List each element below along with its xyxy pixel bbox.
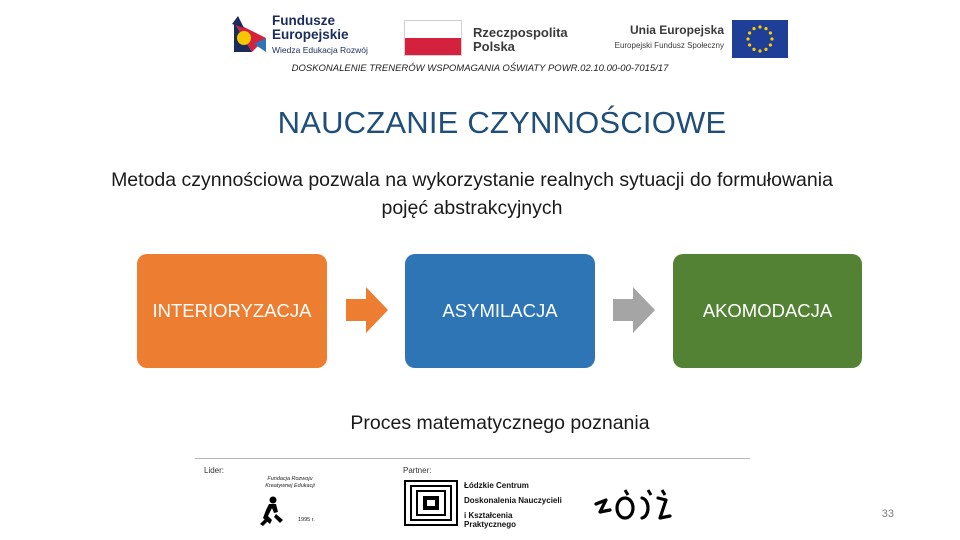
eu-star-icon bbox=[769, 31, 772, 34]
fundusze-europejskie-icon bbox=[232, 14, 268, 54]
eu-star-icon bbox=[748, 31, 751, 34]
eu-star-icon bbox=[752, 48, 755, 51]
slide-title: NAUCZANIE CZYNNOŚCIOWE bbox=[277, 105, 727, 140]
page-number: 33 bbox=[881, 508, 894, 520]
slide-description: Metoda czynnościowa pozwala na wykorzystanie realnych sytuacji do formułowania pojęć abstrakcyjnych bbox=[111, 169, 833, 219]
eu-star-icon bbox=[758, 25, 761, 28]
lodz-logo-icon bbox=[592, 488, 672, 522]
process-caption: Proces matematycznego poznania bbox=[350, 412, 650, 434]
eu-star-icon bbox=[752, 27, 755, 30]
step-akomodacja: AKOMODACJA bbox=[673, 254, 862, 368]
running-figure-icon bbox=[256, 496, 286, 526]
lider-label: Lider: bbox=[204, 466, 225, 475]
eu-star-icon bbox=[758, 49, 761, 52]
eu-flag-icon bbox=[732, 20, 788, 58]
ue-logo-line2: Europejski Fundusz Społeczny bbox=[614, 41, 724, 50]
unia-europejska-logo bbox=[598, 18, 792, 60]
eu-star-icon bbox=[746, 37, 749, 40]
lider-logo-year: 1995 r. bbox=[298, 517, 315, 523]
fe-logo-line1: Fundusze bbox=[272, 13, 335, 28]
fe-logo-line3: Wiedza Edukacja Rozwój bbox=[272, 45, 368, 55]
partner-label: Partner: bbox=[403, 466, 432, 475]
step-asymilacja: ASYMILACJA bbox=[405, 254, 595, 368]
eu-star-icon bbox=[764, 48, 767, 51]
eu-star-icon bbox=[770, 37, 773, 40]
project-line: DOSKONALENIE TRENERÓW WSPOMAGANIA OŚWIATY POWR.02.10.00-00-7015/17 bbox=[291, 63, 669, 74]
rzeczpospolita-polska-logo bbox=[404, 20, 584, 60]
rp-logo-line2: Polska bbox=[473, 39, 515, 54]
partner-logo-line2: Doskonalenia Nauczycieli bbox=[464, 496, 562, 505]
arrow-right-icon bbox=[613, 287, 655, 333]
eu-star-icon bbox=[769, 43, 772, 46]
eu-star-icon bbox=[748, 43, 751, 46]
fe-logo-line2: Europejskie bbox=[272, 27, 349, 42]
lider-logo bbox=[256, 474, 320, 530]
polish-flag-icon bbox=[404, 20, 462, 56]
step-interioryzacja: INTERIORYZACJA bbox=[137, 254, 327, 368]
lider-logo-text: Fundacja Rozwoju Kreatywnej Edukacji bbox=[265, 476, 315, 489]
partner-logo-line1: Łódzkie Centrum bbox=[464, 481, 529, 490]
partner-logo bbox=[404, 480, 562, 528]
arrow-right-icon bbox=[346, 287, 388, 333]
ue-logo-line1: Unia Europejska bbox=[629, 23, 724, 37]
partner-logo-line3: i Kształcenia Praktycznego bbox=[464, 511, 517, 529]
ldcnikp-emblem-icon bbox=[404, 480, 458, 526]
eu-star-icon bbox=[764, 27, 767, 30]
fundusze-europejskie-logo bbox=[232, 12, 372, 58]
footer-divider bbox=[195, 458, 750, 459]
rp-logo-line1: Rzeczpospolita bbox=[473, 25, 568, 40]
